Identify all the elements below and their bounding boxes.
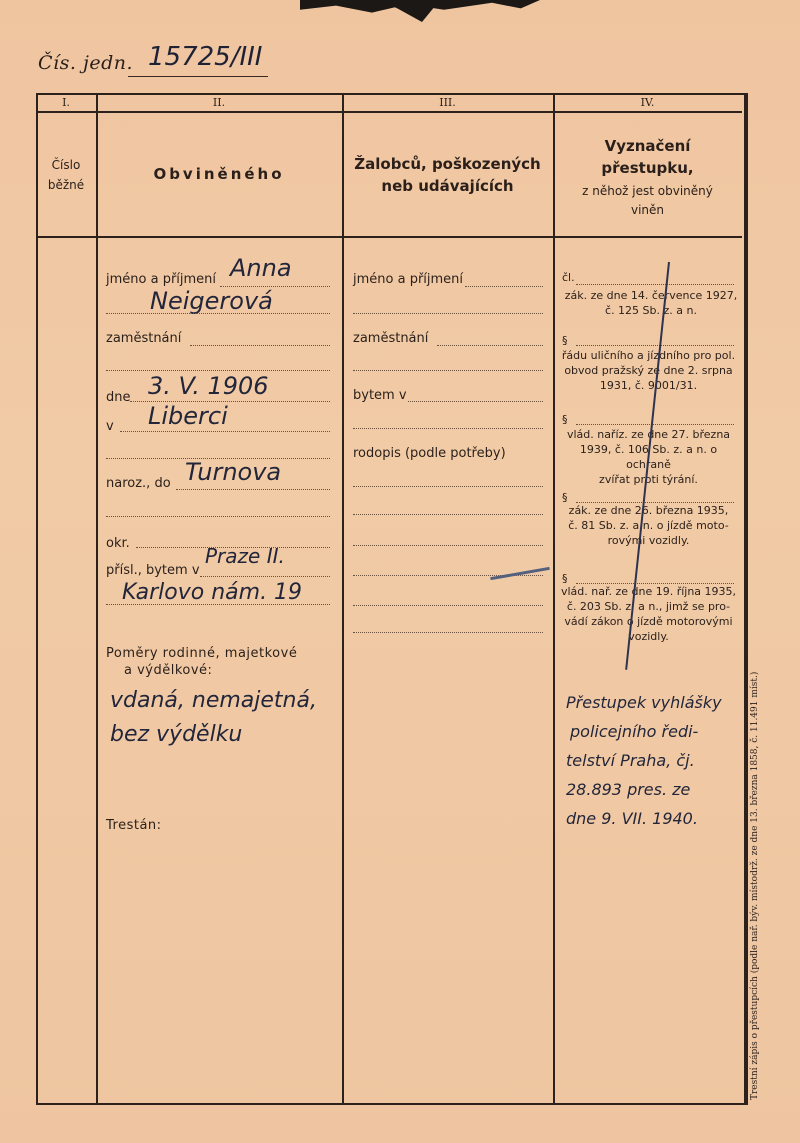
col1-header-line1: Číslo <box>51 158 81 172</box>
dotted-line <box>437 345 543 346</box>
offense-handwritten <box>566 688 742 833</box>
col4-sub1: z něhož jest obviněný <box>582 184 713 198</box>
reference-underline <box>128 76 268 77</box>
dotted-line <box>353 428 543 429</box>
dotted-line <box>106 370 330 371</box>
offense-hand-line: 28.893 pres. ze <box>566 780 691 799</box>
dotted-line <box>576 345 734 346</box>
dotted-line <box>465 286 543 287</box>
offense-1-text <box>562 288 740 318</box>
accused-name-label: jméno a příjmení <box>106 272 217 287</box>
offense-5-line: vlád. nař. ze dne 19. října 1935, <box>560 585 737 598</box>
divider-col2 <box>342 93 344 1103</box>
reference-label: Čís. jedn. <box>38 52 134 74</box>
col4-sub2: viněn <box>630 203 665 217</box>
accused-surname: Neigerová <box>150 287 273 315</box>
dotted-line <box>353 605 543 606</box>
roman-row-line <box>36 111 742 113</box>
divider-col3 <box>553 93 555 1103</box>
offense-3-line: 1939, č. 106 Sb. z. a n. o ochraně <box>579 443 718 471</box>
roman-2: II. <box>212 96 226 109</box>
accused-district-label: okr. <box>106 536 130 551</box>
punished-label: Trestán: <box>106 818 162 833</box>
offense-5-line: vozidly. <box>628 630 669 643</box>
dotted-line <box>190 345 330 346</box>
dotted-line <box>576 424 734 425</box>
accused-residence-street: Karlovo nám. 19 <box>122 580 303 605</box>
offense-3-line: zvířat proti týrání. <box>599 473 698 486</box>
dotted-line <box>176 489 330 490</box>
col3-header <box>342 153 553 197</box>
offense-hand-line: telství Praha, čj. <box>566 751 695 770</box>
offense-1-line: zák. ze dne 14. července 1927, <box>564 289 738 302</box>
offense-2-label: § <box>562 334 568 347</box>
reference-number: 15725/III <box>148 42 263 72</box>
side-caption: Trestní zápis o přestupcích (podle nař. býv. místodrž. ze dne 13. března 1858, č. 11.491 míst.) <box>750 671 760 1100</box>
offense-4-label: § <box>562 491 568 504</box>
offense-hand-line: policejního ředi- <box>570 722 699 741</box>
offense-2-text <box>557 348 740 393</box>
accused-birth-date: 3. V. 1906 <box>148 372 269 400</box>
plaintiff-name-label: jméno a příjmení <box>353 272 464 287</box>
family-label-2: a výdělkové: <box>124 663 213 678</box>
dotted-line <box>106 313 330 314</box>
offense-1-line: č. 125 Sb. z. a n. <box>605 304 697 317</box>
divider-col1 <box>96 93 98 1103</box>
offense-2-line: řádu uličního a jízdního pro pol. <box>561 349 736 362</box>
dotted-line <box>200 576 330 577</box>
col1-header <box>36 155 96 195</box>
col4-title1: Vyznačení <box>604 137 691 155</box>
offense-5-text <box>557 584 740 644</box>
offense-4-line: rovými vozidly. <box>607 534 690 547</box>
accused-born-value: Turnova <box>185 458 282 486</box>
accused-place-label: v <box>106 419 114 434</box>
dotted-line <box>106 516 330 517</box>
dotted-line <box>408 401 543 402</box>
offense-4-text <box>557 503 740 548</box>
dotted-line <box>353 545 543 546</box>
accused-job-label: zaměstnání <box>106 331 182 346</box>
offense-hand-line: Přestupek vyhlášky <box>566 693 722 712</box>
accused-first-name: Anna <box>230 254 292 282</box>
dotted-line <box>353 632 543 633</box>
roman-3: III. <box>439 96 456 109</box>
dotted-line <box>353 370 543 371</box>
dotted-line <box>120 431 330 432</box>
offense-3-line: vlád. naříz. ze dne 27. března <box>566 428 731 441</box>
plaintiff-residence-label: bytem v <box>353 388 407 403</box>
offense-4-line: zák. ze dne 26. března 1935, <box>568 504 729 517</box>
plaintiff-job-label: zaměstnání <box>353 331 429 346</box>
dotted-line <box>576 284 734 285</box>
dotted-line <box>353 313 543 314</box>
col2-header: Obviněného <box>153 165 285 183</box>
accused-born-label: naroz., do <box>106 476 171 491</box>
family-value-2: bez výdělku <box>110 722 243 747</box>
offense-3-label: § <box>562 413 568 426</box>
offense-2-line: 1931, č. 9001/31. <box>599 379 698 392</box>
dotted-line <box>106 604 330 605</box>
accused-date-label: dne <box>106 390 131 405</box>
dotted-line <box>353 514 543 515</box>
header-row-line <box>36 236 742 238</box>
col1-header-line2: běžné <box>47 178 85 192</box>
accused-birth-place: Liberci <box>148 402 228 430</box>
offense-1-label: čl. <box>562 271 575 284</box>
dotted-line <box>353 486 543 487</box>
offense-4-line: č. 81 Sb. z. a n. o jízdě moto- <box>568 519 729 532</box>
family-label-1: Poměry rodinné, majetkové <box>106 646 298 661</box>
offense-2-line: obvod pražský ze dne 2. srpna <box>564 364 733 377</box>
col4-title2: přestupku, <box>601 159 694 177</box>
roman-4: IV. <box>640 96 655 109</box>
family-value-1: vdaná, nemajetná, <box>110 688 317 713</box>
plaintiff-rodopis-label: rodopis (podle potřeby) <box>353 446 506 461</box>
col3-header-line2: neb udávajících <box>381 177 514 195</box>
accused-residence-label: přísl., bytem v <box>106 563 200 578</box>
roman-1: I. <box>62 96 70 109</box>
col4-header <box>553 135 742 219</box>
offense-5-label: § <box>562 572 568 585</box>
accused-residence-city: Praze II. <box>205 544 285 568</box>
offense-5-line: vádí zákon o jízdě motorovými <box>564 615 733 628</box>
offense-5-line: č. 203 Sb. z. a n., jimž se pro- <box>566 600 731 613</box>
offense-hand-line: dne 9. VII. 1940. <box>566 809 698 828</box>
col3-header-line1: Žalobců, poškozených <box>354 155 541 173</box>
